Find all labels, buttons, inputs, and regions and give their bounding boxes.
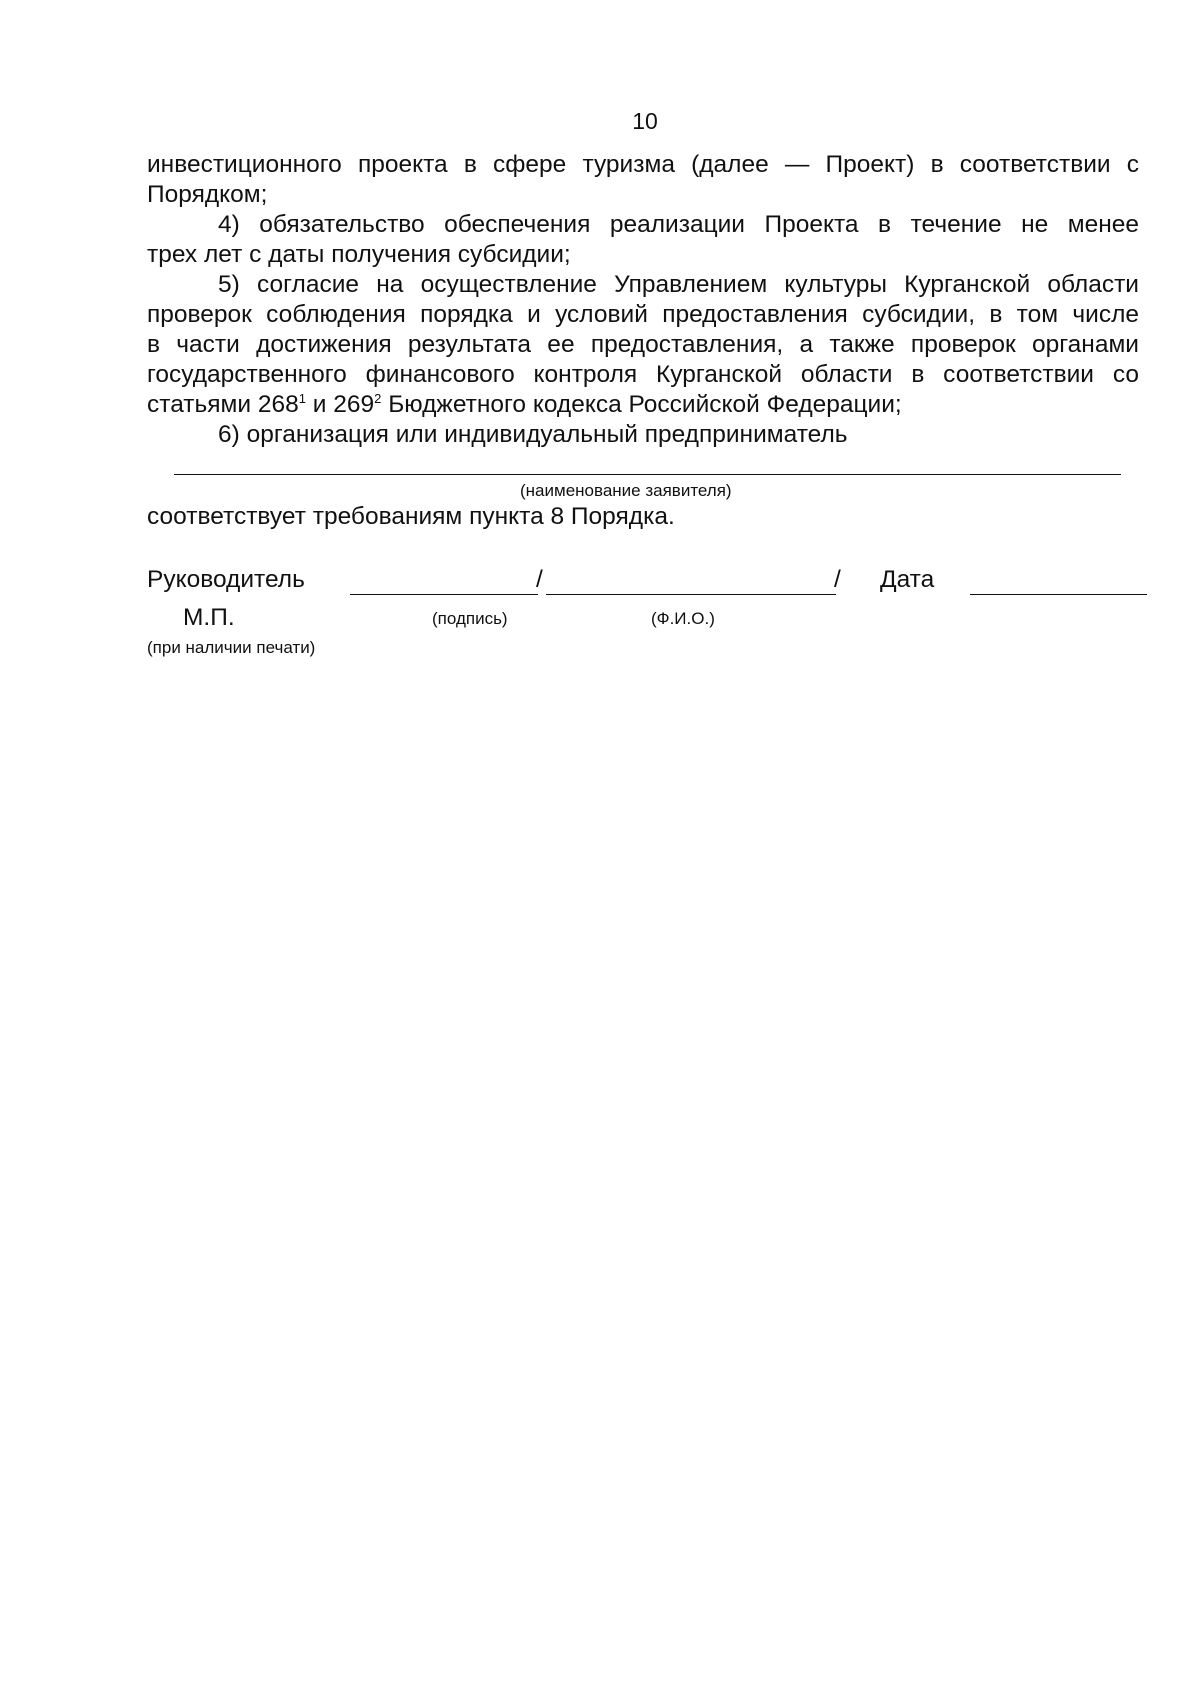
item-5-line-2 (147, 300, 1139, 330)
item-5-line-3 (147, 330, 1139, 360)
page-number: 10 (632, 108, 658, 134)
item-6-line-1: 6) организация или индивидуальный предприниматель (218, 421, 848, 448)
slash-2: / (834, 566, 841, 593)
date-label: Дата (880, 566, 935, 593)
body-line-2: Порядком; (147, 181, 268, 208)
item-5-line-1-text: 5) согласие на осуществление Управлением культуры Курганской области (218, 271, 1139, 298)
body-line-1 (147, 150, 1139, 180)
signature-line[interactable] (350, 594, 538, 595)
conformity-line: соответствует требованиям пункта 8 Порядка. (147, 503, 675, 530)
item-5-line-4 (147, 360, 1139, 390)
item-4-line-1-text: 4) обязательство обеспечения реализации Проекта в течение не менее (218, 211, 1139, 238)
head-label: Руководитель (147, 566, 305, 593)
seal-caption: (при наличии печати) (147, 638, 316, 657)
date-line[interactable] (970, 594, 1147, 595)
item-5-line-5-a: статьями 268 (147, 391, 299, 418)
item-5-line-5 (147, 390, 902, 420)
item-4-line-2: трех лет с даты получения субсидии; (147, 241, 571, 268)
applicant-name-line[interactable] (174, 474, 1121, 475)
signature-caption: (подпись) (432, 609, 508, 628)
seal-label: М.П. (183, 604, 235, 631)
item-5-line-1 (218, 270, 1139, 300)
full-name-line[interactable] (546, 594, 836, 595)
item-4-line-1 (218, 210, 1139, 240)
applicant-caption: (наименование заявителя) (520, 481, 732, 500)
item-5-line-2-text: проверок соблюдения порядка и условий предоставления субсидии, в том числе (147, 301, 1139, 328)
item-5-line-3-text: в части достижения результата ее предоставления, а также проверок органами (147, 331, 1139, 358)
footnote-superscript-1: 1 (298, 391, 306, 406)
item-5-line-5-b: и 269 (305, 391, 375, 418)
body-line-1-text: инвестиционного проекта в сфере туризма (далее — Проект) в соответствии с (147, 151, 1139, 178)
footnote-superscript-2: 2 (374, 391, 382, 406)
slash-1: / (536, 566, 543, 593)
item-5-line-5-c: Бюджетного кодекса Российской Федерации; (381, 391, 902, 418)
item-5-line-4-text: государственного финансового контроля Курганской области в соответствии со (147, 361, 1139, 388)
full-name-caption: (Ф.И.О.) (651, 609, 715, 628)
